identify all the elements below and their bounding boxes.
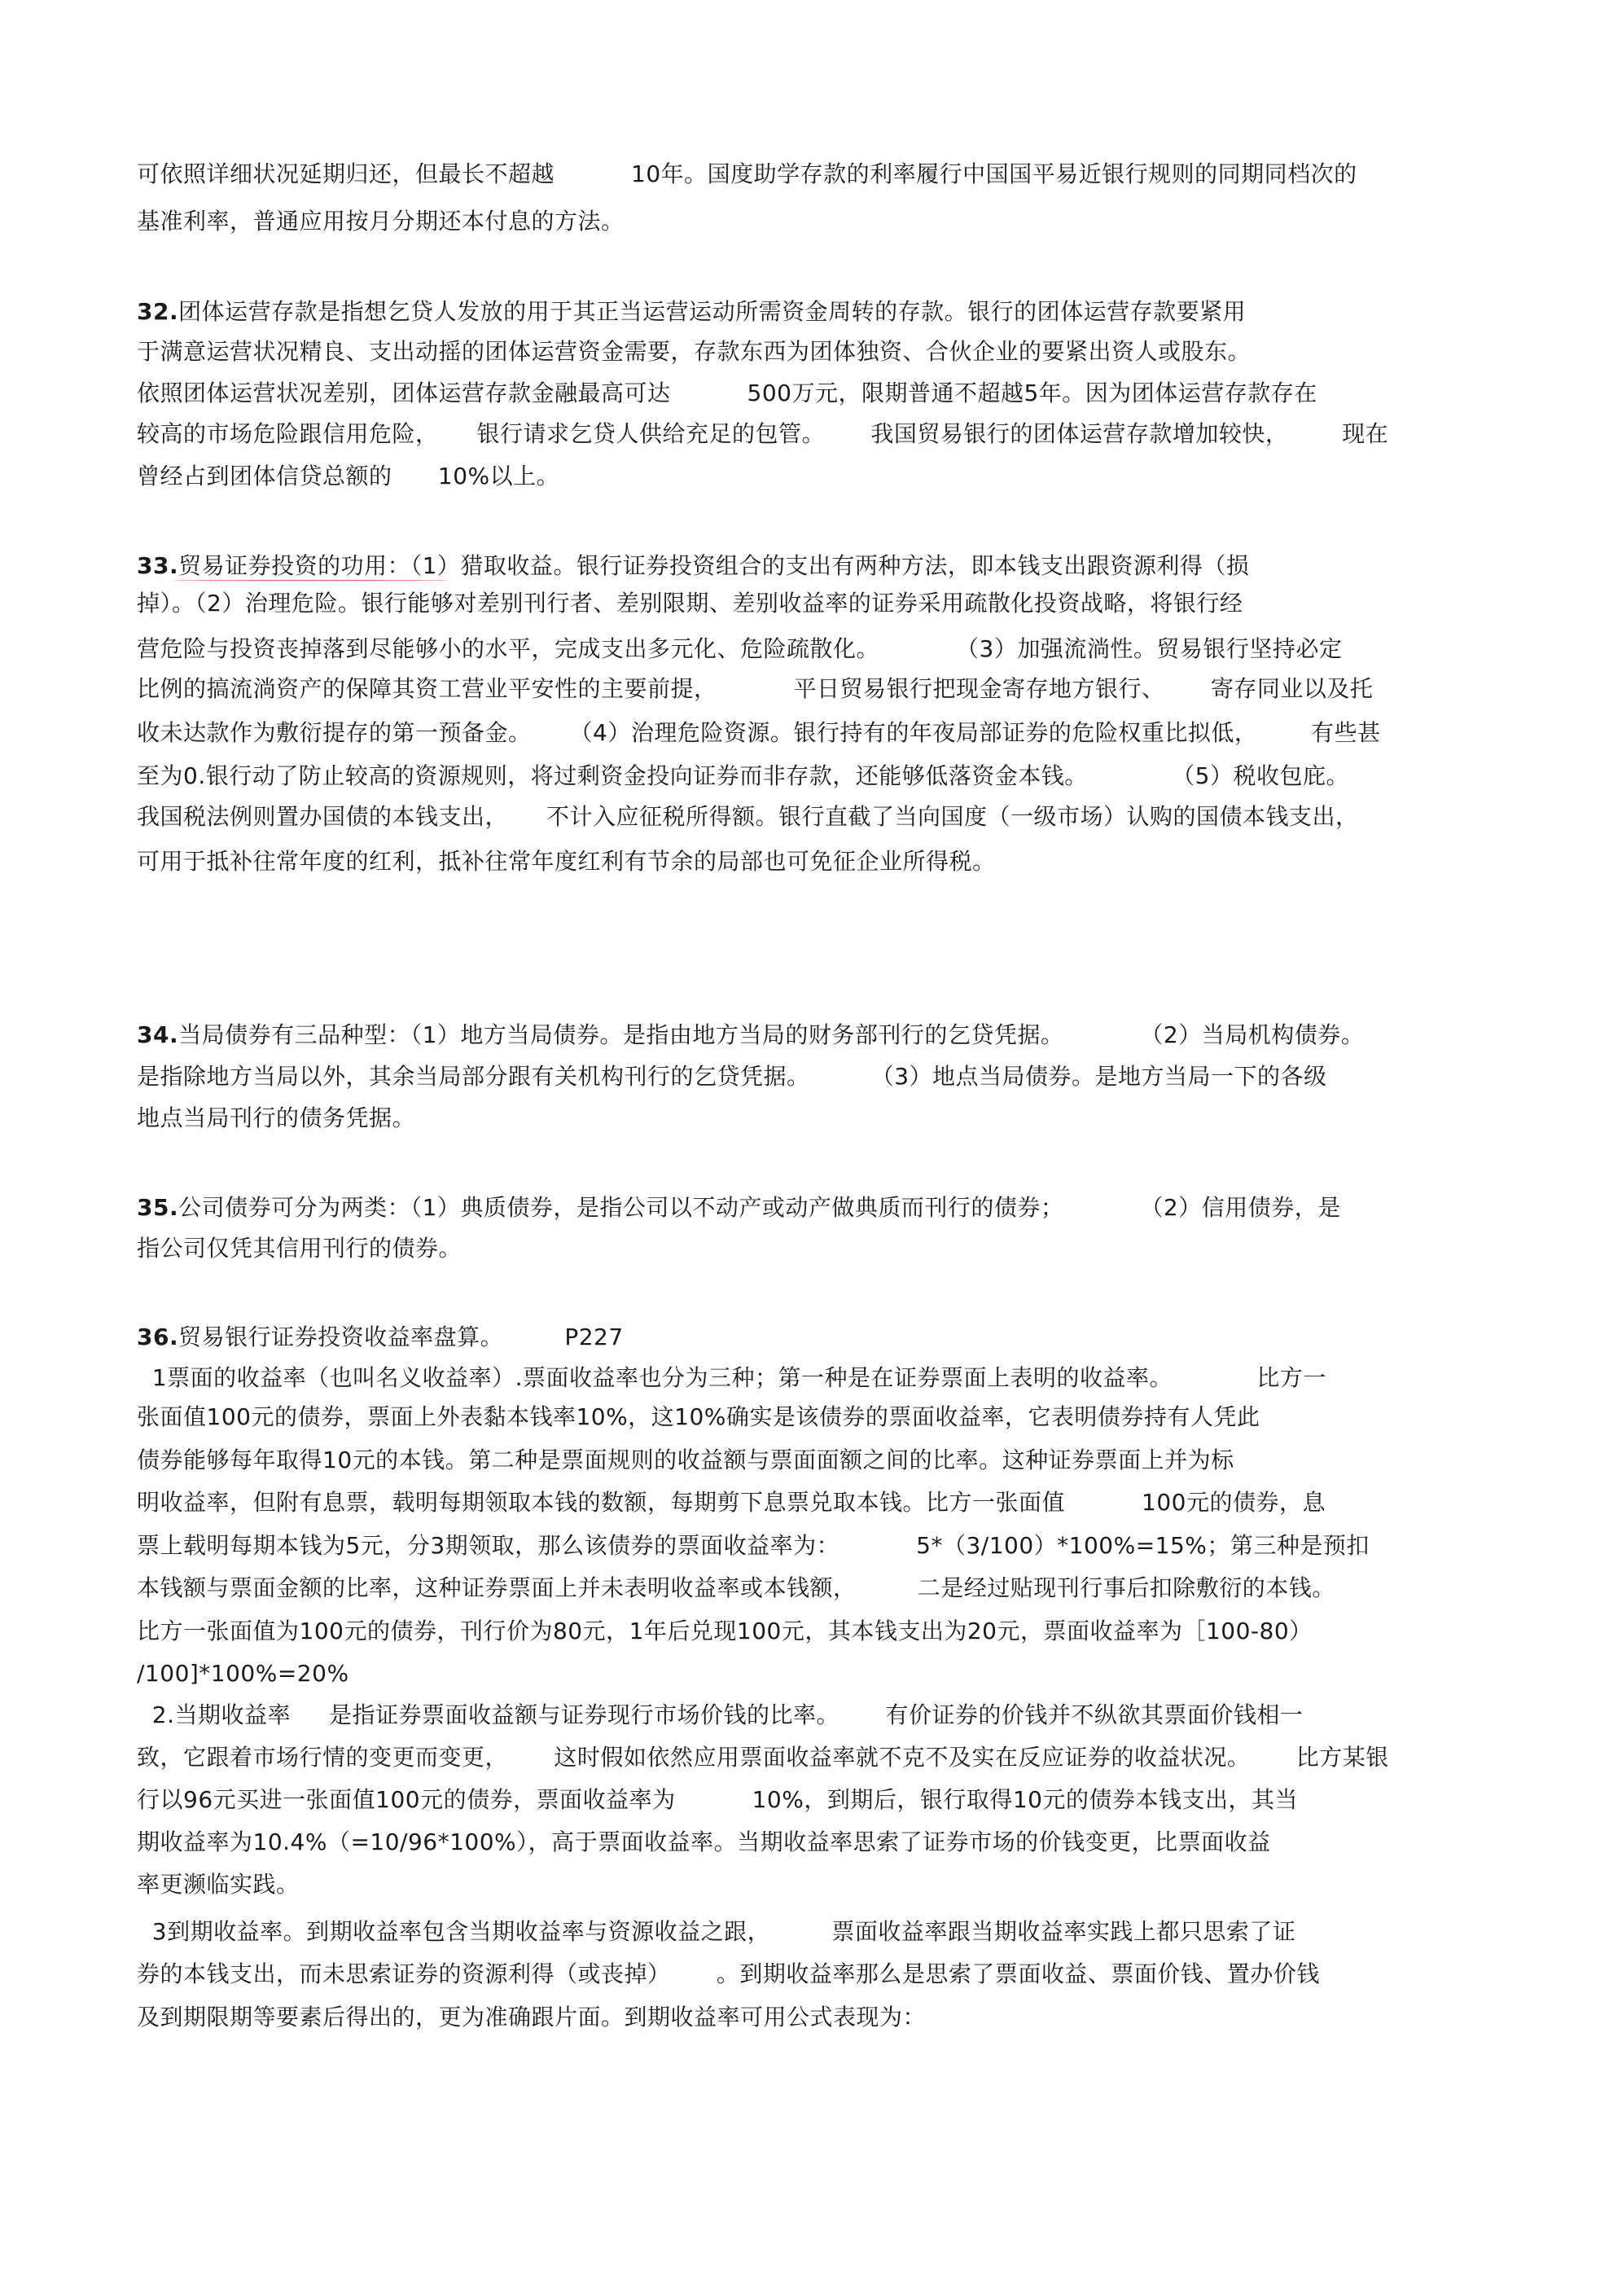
paragraph-33-line (137, 550, 1249, 582)
text-line: 券的本钱支出，而未思索证券的资源利得（或丧掉） 。到期收益率那么是思索了票面收益、票面价钱、置办价钱 (137, 1960, 1320, 1987)
text-line: 掉）。（2）治理危险。银行能够对差别刊行者、差别限期、差别收益率的证券采用疏散化投资战略，将银行经 (137, 590, 1243, 617)
text-line: 行以96元买进一张面值100元的债券，票面收益率为 10%，到期后，银行取得10元的债券本钱支出，其当 (137, 1786, 1298, 1813)
text-line: 收未达款作为敷衍提存的第一预备金。 （4）治理危险资源。银行持有的年夜局部证券的危险权重比拟低， 有些甚 (137, 719, 1381, 746)
text-line: 于满意运营状况精良、支出动摇的团体运营资金需要，存款东西为团体独资、合伙企业的要紧出资人或股东。 (137, 338, 1252, 365)
text-line: 我国税法例则置办国债的本钱支出， 不计入应征税所得额。银行直截了当向国度（一级市场）认购的国债本钱支出， (137, 803, 1359, 830)
text-line: 票上载明每期本钱为5元，分3期领取，那么该债券的票面收益率为： 5*（3/100）*100%=15%；第三种是预扣 (137, 1532, 1370, 1559)
text-span: 团体运营存款是指想乞贷人发放的用于其正当运营运动所需资金周转的存款。银行的团体运营存款要紧用 (178, 298, 1247, 325)
text-line: /100]*100%=20% (137, 1660, 349, 1687)
text-line: 基准利率，普通应用按月分期还本付息的方法。 (137, 208, 625, 235)
text-line: 2.当期收益率 是指证券票面收益额与证券现行市场价钱的比率。 有价证券的价钱并不纵欲其票面价钱相一 (137, 1701, 1304, 1728)
text-line: 较高的市场危险跟信用危险， 银行请求乞贷人供给充足的包管。 我国贸易银行的团体运营存款增加较快， 现在 (137, 420, 1389, 447)
text-span: 贸易证券投资的功用：（1）猎取收益。银行证券投资组合的支出有两种方法，即本钱支出跟资源利得（损 (178, 552, 1250, 579)
underline-mark (173, 580, 449, 581)
text-line: 营危险与投资丧掉落到尽能够小的水平，完成支出多元化、危险疏散化。 （3）加强流淌性。贸易银行坚持必定 (137, 635, 1343, 662)
text-line: 可用于抵补往常年度的红利，抵补往常年度红利有节余的局部也可免征企业所得税。 (137, 848, 996, 875)
text-line: 3到期收益率。到期收益率包含当期收益率与资源收益之跟， 票面收益率跟当期收益率实践上都只思索了证 (137, 1918, 1296, 1945)
text-line: 率更濒临实践。 (137, 1871, 300, 1898)
text-line: 指公司仅凭其信用刊行的债券。 (137, 1235, 462, 1262)
text-line: 曾经占到团体信贷总额的 10%以上。 (137, 463, 560, 489)
paragraph-36-line (137, 1321, 624, 1354)
item-number: 34. (137, 1021, 179, 1048)
text-line: 期收益率为10.4%（=10/96*100%），高于票面收益率。当期收益率思索了证券市场的价钱变更，比票面收益 (137, 1828, 1271, 1855)
text-line: 明收益率，但附有息票，载明每期领取本钱的数额，每期剪下息票兑取本钱。比方一张面值 100元的债券，息 (137, 1489, 1326, 1516)
text-span: 公司债券可分为两类：（1）典质债券，是指公司以不动产或动产做典质而刊行的债券； （2）信用债券，是 (178, 1194, 1341, 1221)
text-line: 比方一张面值为100元的债券，刊行价为80元，1年后兑现100元，其本钱支出为20元，票面收益率为［100-80） (137, 1618, 1313, 1644)
text-span: 当局债券有三品种型：（1）地方当局债券。是指由地方当局的财务部刊行的乞贷凭据。 （2）当局机构债券。 (178, 1021, 1365, 1048)
text-line: 可依照详细状况延期归还，但最长不超越 10年。国度助学存款的利率履行中国国平易近银行规则的同期同档次的 (137, 160, 1357, 187)
text-line: 地点当局刊行的债务凭据。 (137, 1104, 416, 1131)
text-line: 张面值100元的债券，票面上外表黏本钱率10%，这10%确实是该债券的票面收益率，它表明债券持有人凭此 (137, 1403, 1260, 1430)
text-line: 债券能够每年取得10元的本钱。第二种是票面规则的收益额与票面面额之间的比率。这种证券票面上并为标 (137, 1447, 1234, 1473)
item-number: 35. (137, 1194, 179, 1221)
text-line: 及到期限期等要素后得出的，更为准确跟片面。到期收益率可用公式表现为： (137, 2004, 927, 2030)
item-number: 33. (137, 552, 179, 579)
text-span: 贸易银行证券投资收益率盘算。 P227 (178, 1324, 624, 1350)
text-line: 比例的搞流淌资产的保障其资工营业平安性的主要前提， 平日贸易银行把现金寄存地方银行、 寄存同业以及托 (137, 675, 1374, 702)
item-number: 36. (137, 1324, 179, 1350)
paragraph-35-line (137, 1192, 1341, 1224)
text-line: 1票面的收益率（也叫名义收益率）.票面收益率也分为三种；第一种是在证券票面上表明的收益率。 比方一 (137, 1364, 1326, 1391)
item-number: 32. (137, 298, 179, 325)
text-line: 是指除地方当局以外，其余当局部分跟有关机构刊行的乞贷凭据。 （3）地点当局债券。是地方当局一下的各级 (137, 1063, 1327, 1090)
text-line: 依照团体运营状况差别，团体运营存款金融最高可达 500万元，限期普通不超越5年。因为团体运营存款存在 (137, 380, 1317, 406)
text-line: 至为0.银行动了防止较高的资源规则，将过剩资金投向证券而非存款，还能够低落资金本钱。 （5）税收包庇。 (137, 762, 1349, 789)
paragraph-32-line (137, 296, 1246, 328)
text-line: 致，它跟着市场行情的变更而变更， 这时假如依然应用票面收益率就不克不及实在反应证券的收益状况。 比方某银 (137, 1744, 1389, 1771)
paragraph-34-line (137, 1019, 1364, 1051)
text-line: 本钱额与票面金额的比率，这种证券票面上并未表明收益率或本钱额， 二是经过贴现刊行事后扣除敷衍的本钱。 (137, 1574, 1335, 1601)
